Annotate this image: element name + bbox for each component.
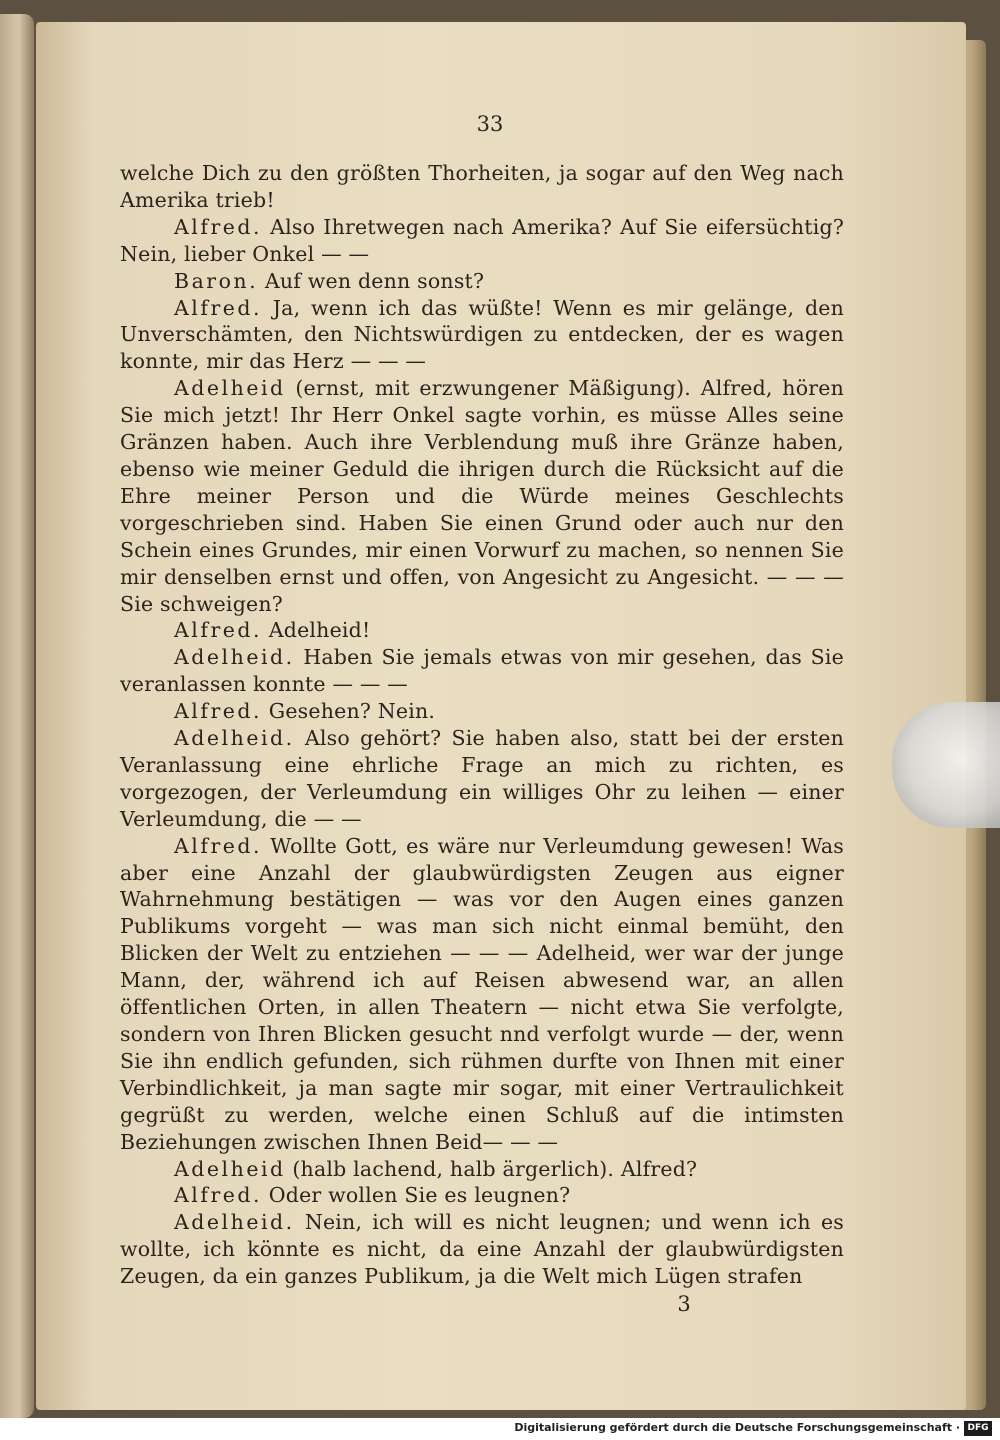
paragraph xyxy=(120,833,844,1156)
paragraph-text: Also Ihretwegen nach Amerika? Auf Sie eifersüchtig? Nein, lieber Onkel — — xyxy=(120,214,845,266)
funding-credit: Digitalisierung gefördert durch die Deutsche Forschungsgemeinschaft · xyxy=(514,1421,960,1434)
page-number: 33 xyxy=(476,112,504,136)
speaker-name: Alfred. xyxy=(174,214,263,239)
left-page-edge xyxy=(0,14,34,1418)
paragraph xyxy=(120,1209,844,1290)
paragraph xyxy=(120,295,844,376)
paragraph xyxy=(120,214,844,268)
speaker-name: Adelheid. xyxy=(174,645,295,670)
paragraph-text: (halb lachend, halb ärgerlich). Alfred? xyxy=(292,1156,698,1181)
paragraph xyxy=(120,375,844,617)
paragraph-text: Ja, wenn ich das wüßte! Wenn es mir gelänge, den Unverschämten, den Nichtswürdigen zu entdecken, der es wagen konnte, mir das Herz — — — xyxy=(120,295,845,374)
speaker-name: Adelheid xyxy=(174,1156,286,1181)
paragraph-text: Also gehört? Sie haben also, statt bei der ersten Veranlassung eine ehrliche Frage an mich zu richten, es vorgezogen, der Verleumdung ein williges Ohr zu leihen — einer Verleumdung, die — — xyxy=(120,726,844,831)
paragraph-text: Wollte Gott, es wäre nur Verleumdung gewesen! Was aber eine Anzahl der glaubwürdigsten Zeugen aus eigner Wahrnehmung bestätigen — was vor den Augen eines ganzen Publikums vorgeht — was man sich nicht einmal bemüht, den Blicken der Welt zu entziehen — — — Adelheid, wer war der junge Mann, der, während ich auf Reisen abwesend war, an allen öffentlichen Orten, in allen Theatern — nicht etwa Sie verfolgte, sondern von Ihren Blicken gesucht nnd verfolgt wurde — der, wenn Sie ihn endlich gefunden, sich rühmen durfte von Ihnen mit einer Verbindlichkeit, ja man sagte mir sogar, mit einer Vertraulichkeit gegrüßt zu werden, welche einen Schluß auf die intimsten Beziehungen zwischen Ihnen Beid— — — xyxy=(120,833,844,1154)
paragraph-text: Adelheid! xyxy=(268,618,371,643)
page-clip xyxy=(892,702,1000,828)
speaker-name: Adelheid. xyxy=(174,1210,295,1235)
speaker-name: Adelheid. xyxy=(174,726,295,751)
speaker-name: Alfred. xyxy=(174,1183,263,1208)
signature-mark: 3 xyxy=(677,1292,691,1316)
speaker-name: Baron. xyxy=(174,268,259,293)
paragraph-text: Gesehen? Nein. xyxy=(268,699,436,724)
paragraph-text: welche Dich zu den größten Thorheiten, ja sogar auf den Weg nach Amerika trieb! xyxy=(120,161,844,212)
paragraph-text: (ernst, mit erzwungener Mäßigung). Alfred, hören Sie mich jetzt! Ihr Herr Onkel sagte vorhin, es müsse Alles seine Gränzen haben. Auch ihre Verblendung muß ihre Gränze haben, ebenso wie meiner Geduld die ihrigen durch die Rücksicht auf die Ehre meiner Person und die Würde meines Geschlechts vorgeschrieben sind. Haben Sie einen Grund oder auch nur den Schein eines Grundes, mir einen Vorwurf zu machen, so nennen Sie mir denselben ernst und offen, von Angesicht zu Angesicht. — — — Sie schweigen? xyxy=(120,376,844,616)
paragraph-text: Auf wen denn sonst? xyxy=(264,268,485,293)
paragraph-text: Nein, ich will es nicht leugnen; und wenn ich es wollte, ich könnte es nicht, da eine Anzahl der glaubwürdigsten Zeugen, da ein ganzes Publikum, ja die Welt mich Lügen strafen xyxy=(120,1210,844,1289)
paragraph xyxy=(120,1182,844,1209)
paragraph xyxy=(120,725,844,833)
speaker-name: Alfred. xyxy=(174,618,263,643)
speaker-name: Alfred. xyxy=(174,699,263,724)
speaker-name: Alfred. xyxy=(174,295,263,320)
paragraph-text: Haben Sie jemals etwas von mir gesehen, das Sie veranlassen konnte — — — xyxy=(120,645,844,697)
paragraph-text: Oder wollen Sie es leugnen? xyxy=(268,1183,571,1208)
paragraph xyxy=(120,698,844,725)
paragraph xyxy=(120,644,844,698)
paragraph xyxy=(120,160,844,214)
paragraph xyxy=(120,1156,844,1183)
paragraph xyxy=(120,617,844,644)
dfg-logo: DFG xyxy=(964,1421,992,1436)
body-text xyxy=(120,160,844,1290)
footer-bar xyxy=(0,1418,1000,1440)
paragraph xyxy=(120,268,844,295)
speaker-name: Adelheid xyxy=(174,376,286,401)
speaker-name: Alfred. xyxy=(174,833,263,858)
